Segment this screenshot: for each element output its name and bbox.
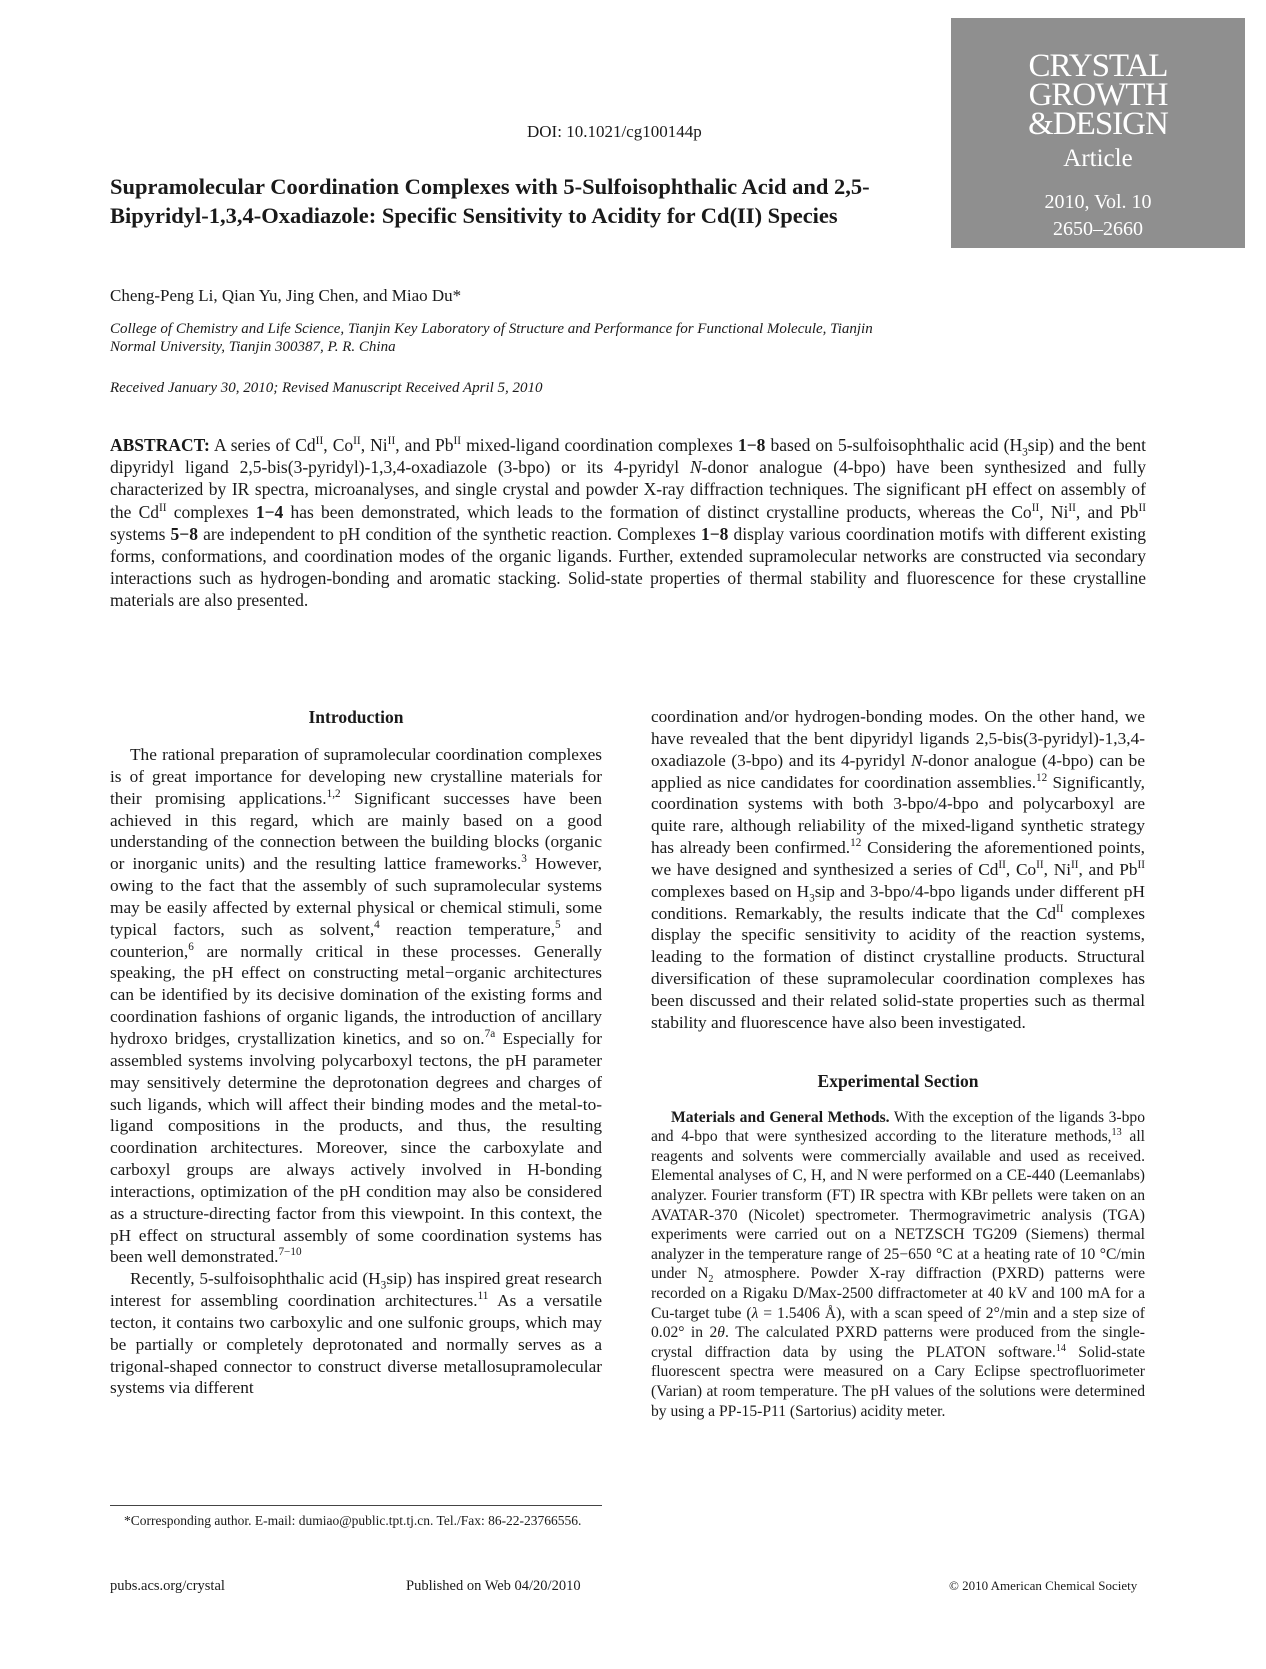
article-type: Article xyxy=(1063,145,1133,172)
affiliation: College of Chemistry and Life Science, Tianjin Key Laboratory of Structure and Performance for Functional Molecule, Tianjin Normal University, Tianjin 300387, P. R. China xyxy=(110,321,873,355)
left-column xyxy=(110,706,602,1399)
doi: DOI: 10.1021/cg100144p xyxy=(527,122,702,141)
journal-logo-box xyxy=(951,18,1245,248)
experimental-heading: Experimental Section xyxy=(817,1070,979,1091)
footnote: *Corresponding author. E-mail: dumiao@public.tpt.tj.cn. Tel./Fax: 86-22-23766556. xyxy=(124,1513,582,1528)
abstract-text: A series of $Cd^{II}$, $Co^{II}$, $Ni^{II}$, and $Pb^{II}$ mixed-ligand coordination complexes 1−8 based on 5-sulfoisophthalic acid $(H_3sip)$ and the bent dipyridyl ligand 2,5-bis(3-pyridyl)-1,3,4-oxadiazole (3-bpo) or its 4-pyridyl N-donor analogue (4-bpo) have been synthesized and fully characterized by IR spectra, microanalyses, and single crystal and powder X-ray diffraction techniques. The significant pH effect on assembly of the $Cd^{II}$ complexes 1−4 has been demonstrated, which leads to the formation of distinct crystalline products, whereas the $Co^{II}$, $Ni^{II}$, and $Pb^{II}$ systems 5−8 are independent to pH condition of the synthetic reaction. Complexes 1−8 display various coordination motifs with different existing forms, conformations, and coordination modes of the organic ligands. Further, extended supramolecular networks are constructed via secondary interactions such as hydrogen-bonding and aromatic stacking. Solid-state properties of thermal stability and fluorescence for these crystalline materials are also presented. xyxy=(110,435,1147,611)
footer-journal-url: pubs.acs.org/crystal xyxy=(110,1578,225,1594)
materials-text: With the exception of the ligands 3-bpo and 4-bpo that were synthesized according to the literature methods,$^{13}$ all reagents and solvents were commercially available and used as received. Elemental analyses of C, H, and N were performed on a CE-440 (Leemanlabs) analyzer. Fourier transform (FT) IR spectra with KBr pellets were taken on an AVATAR-370 (Nicolet) spectrometer. Thermogravimetric analysis (TGA) experiments were carried out on a NETZSCH TG209 (Siemens) thermal analyzer in the temperature range of 25−650 °C at a heating rate of 10 °C/min under $N_2$ atmosphere. Powder X-ray diffraction (PXRD) patterns were recorded on a Rigaku D/Max-2500 diffractometer at 40 kV and 100 mA for a Cu-target tube (λ = 1.5406 Å), with a scan speed of 2°/min and a step size of 0.02° in 2θ. The calculated PXRD patterns were produced from the single-crystal diffraction data by using the PLATON software.$^{14}$ Solid-state fluorescent spectra were measured on a Cary Eclipse spectrofluorimeter (Varian) at room temperature. The pH values of the solutions were determined by using a PP-15-P11 (Sartorius) acidity meter. xyxy=(651,1108,1145,1420)
volume-info: 2010, Vol. 10 2650–2660 xyxy=(1044,191,1152,240)
article-title: Supramolecular Coordination Complexes with 5-Sulfoisophthalic Acid and 2,5-Bipyridyl-1,3,4-Oxadiazole: Specific Sensitivity to Acidity for Cd(II) Species xyxy=(110,174,870,228)
authors: Cheng-Peng Li, Qian Yu, Jing Chen, and Miao Du* xyxy=(110,286,462,305)
footnote-divider xyxy=(110,1505,602,1506)
introduction-heading: Introduction xyxy=(308,707,404,727)
materials-subheading: Materials and General Methods. xyxy=(671,1108,890,1126)
intro-paragraph-1: The rational preparation of supramolecular coordination complexes is of great importance for developing new crystalline materials for their promising applications.$^{1,2}$ Significant successes have been achieved in this regard, which are mainly based on a good understanding of the connection between the building blocks (organic or inorganic units) and the resulting lattice frameworks.$^3$ However, owing to the fact that the assembly of such supramolecular systems may be easily affected by external physical or chemical stimuli, some typical factors, such as solvent,$^4$ reaction temperature,$^5$ and counterion,$^6$ are normally critical in these processes. Generally speaking, the pH effect on constructing metal−organic architectures can be identified by its decisive domination of the existing forms and coordination fashions of organic ligands, the introduction of ancillary hydroxo bridges, crystallization kinetics, and so on.$^{7a}$ Especially for assembled systems involving polycarboxyl tectons, the pH parameter may sensitively determine the deprotonation degrees and charges of such ligands, which will affect their binding modes and the metal-to-ligand compositions in the products, and thus, the resulting coordination architectures. Moreover, since the carboxylate and carboxyl groups are always actively involved in H-bonding interactions, optimization of the pH condition may also be considered as a structure-directing factor from this viewpoint. In this context, the pH effect on structural assembly of some coordination systems has been well demonstrated.$^{7-10}$ xyxy=(110,745,602,1267)
right-column xyxy=(651,706,1145,1421)
intro-paragraph-2-continued: coordination and/or hydrogen-bonding modes. On the other hand, we have revealed that the bent dipyridyl ligands 2,5-bis(3-pyridyl)-1,3,4-oxadiazole (3-bpo) and its 4-pyridyl N-donor analogue (4-bpo) can be applied as nice candidates for coordination assemblies.$^{12}$ Significantly, coordination systems with both 3-bpo/4-bpo and polycarboxyl are quite rare, although reliability of the mixed-ligand synthetic strategy has already been confirmed.$^{12}$ Considering the aforementioned points, we have designed and synthesized a series of $Cd^{II}$, $Co^{II}$, $Ni^{II}$, and $Pb^{II}$ complexes based on $H_3sip$ and 3-bpo/4-bpo ligands under different pH conditions. Remarkably, the results indicate that the $Cd^{II}$ complexes display the specific sensitivity to acidity of the reaction systems, leading to the formation of distinct crystalline products. Structural diversification of these supramolecular coordination complexes has been discussed and their related solid-state properties such as thermal stability and fluorescence have also been investigated. xyxy=(651,707,1146,1032)
intro-paragraph-2: Recently, 5-sulfoisophthalic acid $(H_3sip)$ has inspired great research interest for assembling coordination architectures.$^{11}$ As a versatile tecton, it contains two carboxylic and one sulfonic groups, which may be partially or completely deprotonated and normally serves as a trigonal-shaped connector to construct diverse metallosupramolecular systems via different xyxy=(110,1269,603,1398)
abstract xyxy=(110,434,1146,612)
journal-name: CRYSTAL GROWTH &DESIGN xyxy=(1028,48,1168,142)
footer-copyright: © 2010 American Chemical Society xyxy=(949,1578,1138,1593)
received-dates: Received January 30, 2010; Revised Manuscript Received April 5, 2010 xyxy=(110,380,543,396)
footer-published: Published on Web 04/20/2010 xyxy=(406,1578,581,1594)
materials-paragraph xyxy=(651,1108,1145,1422)
abstract-label: ABSTRACT: xyxy=(110,435,210,455)
